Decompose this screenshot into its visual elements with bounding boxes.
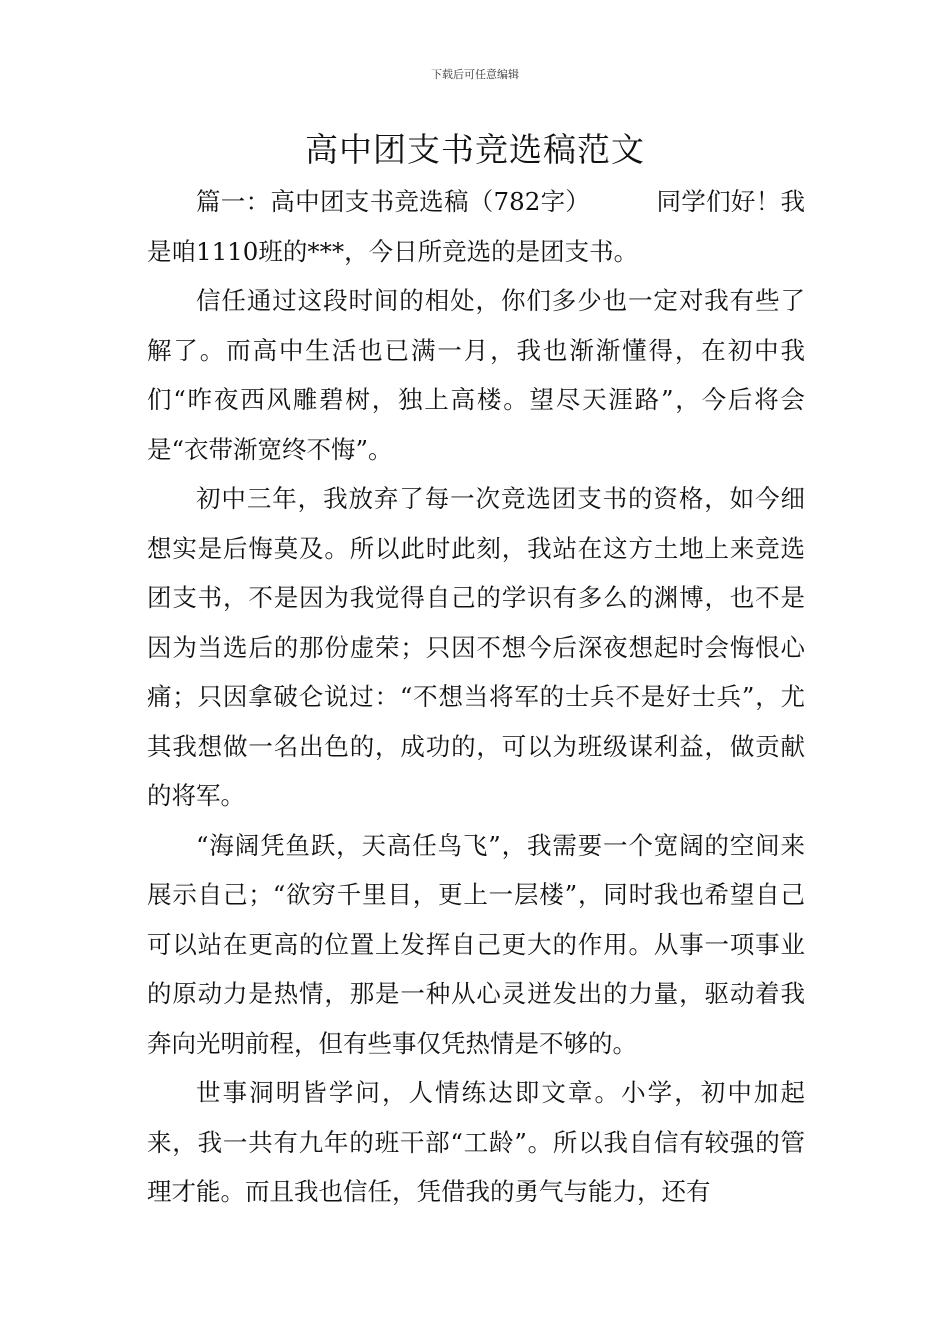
- document-title: 高中团支书竞选稿范文: [305, 130, 645, 169]
- body-paragraph-1: 信任通过这段时间的相处，你们多少也一定对我有些了解了。而高中生活也已满一月，我也渐渐懂得，在初中我们“昨夜西风雕碧树，独上高楼。望尽天涯路”，今后将会是“衣带渐宽终不悔”。: [147, 286, 805, 464]
- body-paragraph-2: 初中三年，我放弃了每一次竞选团支书的资格，如今细想实是后悔莫及。所以此时此刻，我站在这方土地上来竞选团支书，不是因为我觉得自己的学识有多么的渊博，也不是因为当选后的那份虚荣；只因不想今后深夜想起时会悔恨心痛；只因拿破仑说过：“不想当将军的士兵不是好士兵”，尤其我想做一名出色的，成功的，可以为班级谋利益，做贡献的将军。: [147, 484, 805, 810]
- intro-greeting: 同学们好！我是咱1110班的***，今日所竞选的是团支书。: [147, 187, 805, 266]
- intro-heading: 篇一：高中团支书竞选稿（782字）: [196, 187, 591, 216]
- document-body: [147, 177, 805, 1217]
- body-paragraph-4: 世事洞明皆学问，人情练达即文章。小学，初中加起来，我一共有九年的班干部“工龄”。所以我自信有较强的管理才能。而且我也信任，凭借我的勇气与能力，还有: [147, 1078, 805, 1206]
- intro-paragraph: [147, 177, 805, 276]
- body-paragraph-3: “海阔凭鱼跃，天高任鸟飞”，我需要一个宽阔的空间来展示自己；“欲穷千里目，更上一层楼”，同时我也希望自己可以站在更高的位置上发挥自己更大的作用。从事一项事业的原动力是热情，那是一种从心灵迸发出的力量，驱动着我奔向光明前程，但有些事仅凭热情是不够的。: [147, 830, 805, 1058]
- header-note: 下载后可任意编辑: [431, 68, 519, 81]
